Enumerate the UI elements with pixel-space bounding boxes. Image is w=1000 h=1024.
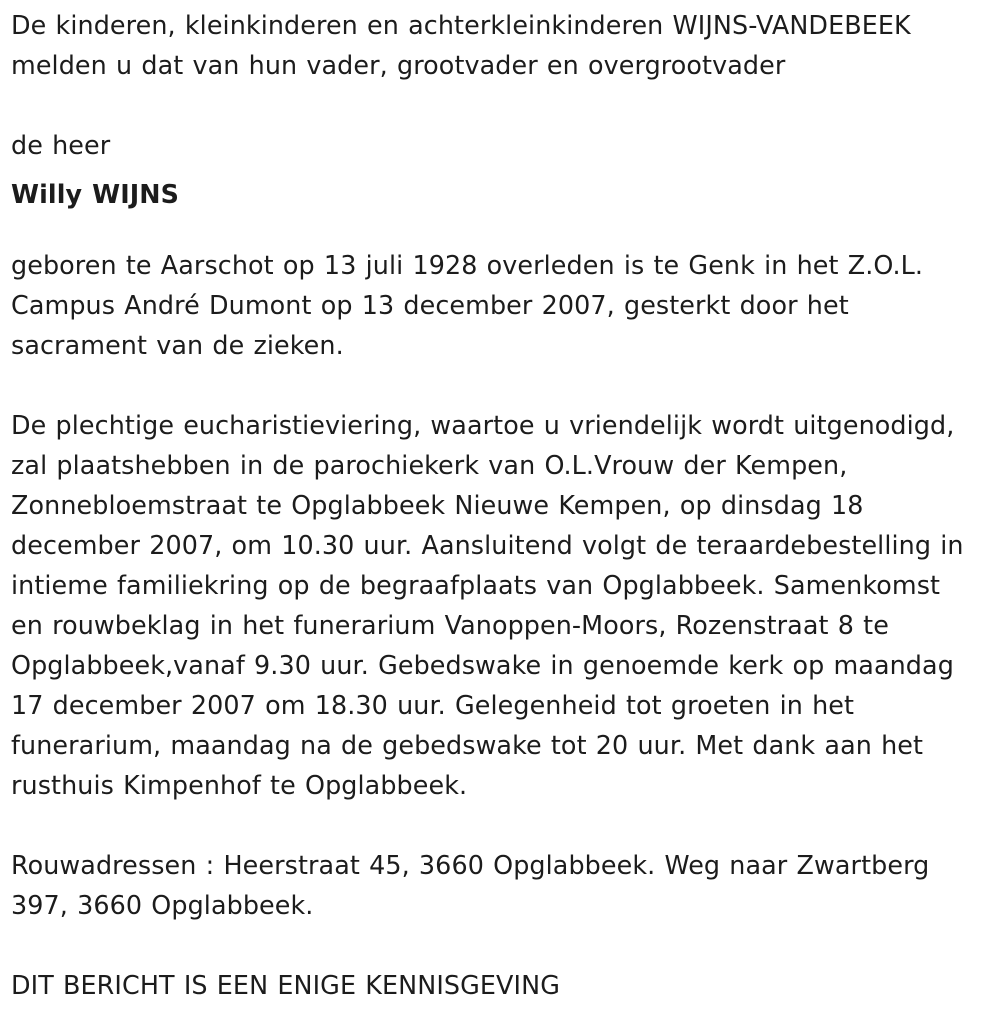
ceremony-line: rusthuis Kimpenhof te Opglabbeek. (11, 770, 468, 800)
spacer (11, 925, 991, 965)
deceased-name: Willy WIJNS (11, 179, 180, 209)
address-line: 397, 3660 Opglabbeek. (11, 890, 314, 920)
death-notice (11, 5, 991, 1005)
birth-death-line: geboren te Aarschot op 13 juli 1928 overleden is te Genk in het Z.O.L. (11, 250, 924, 280)
intro-line: De kinderen, kleinkinderen en achterkleinkinderen WIJNS-VANDEBEEK (11, 10, 911, 40)
ceremony-line: De plechtige eucharistieviering, waartoe u vriendelijk wordt uitgenodigd, (11, 410, 955, 440)
ceremony-line: Opglabbeek,vanaf 9.30 uur. Gebedswake in genoemde kerk op maandag (11, 650, 954, 680)
ceremony-line: 17 december 2007 om 18.30 uur. Gelegenheid tot groeten in het (11, 690, 855, 720)
spacer (11, 365, 991, 405)
salutation: de heer (11, 130, 111, 160)
birth-death-line: sacrament van de zieken. (11, 330, 344, 360)
spacer (11, 85, 991, 125)
intro-line: melden u dat van hun vader, grootvader en overgrootvader (11, 50, 786, 80)
ceremony-line: funerarium, maandag na de gebedswake tot 20 uur. Met dank aan het (11, 730, 924, 760)
ceremony-line: zal plaatshebben in de parochiekerk van O.L.Vrouw der Kempen, (11, 450, 848, 480)
ceremony-line: december 2007, om 10.30 uur. Aansluitend volgt de teraardebestelling in (11, 530, 964, 560)
birth-death-line: Campus André Dumont op 13 december 2007, gesterkt door het (11, 290, 849, 320)
ceremony-line: Zonnebloemstraat te Opglabbeek Nieuwe Kempen, op dinsdag 18 (11, 490, 864, 520)
spacer (11, 805, 991, 845)
ceremony-line: en rouwbeklag in het funerarium Vanoppen-Moors, Rozenstraat 8 te (11, 610, 889, 640)
address-line: Rouwadressen : Heerstraat 45, 3660 Opglabbeek. Weg naar Zwartberg (11, 850, 930, 880)
closing-statement: DIT BERICHT IS EEN ENIGE KENNISGEVING (11, 970, 560, 1000)
spacer (11, 223, 991, 245)
ceremony-line: intieme familiekring op de begraafplaats van Opglabbeek. Samenkomst (11, 570, 941, 600)
